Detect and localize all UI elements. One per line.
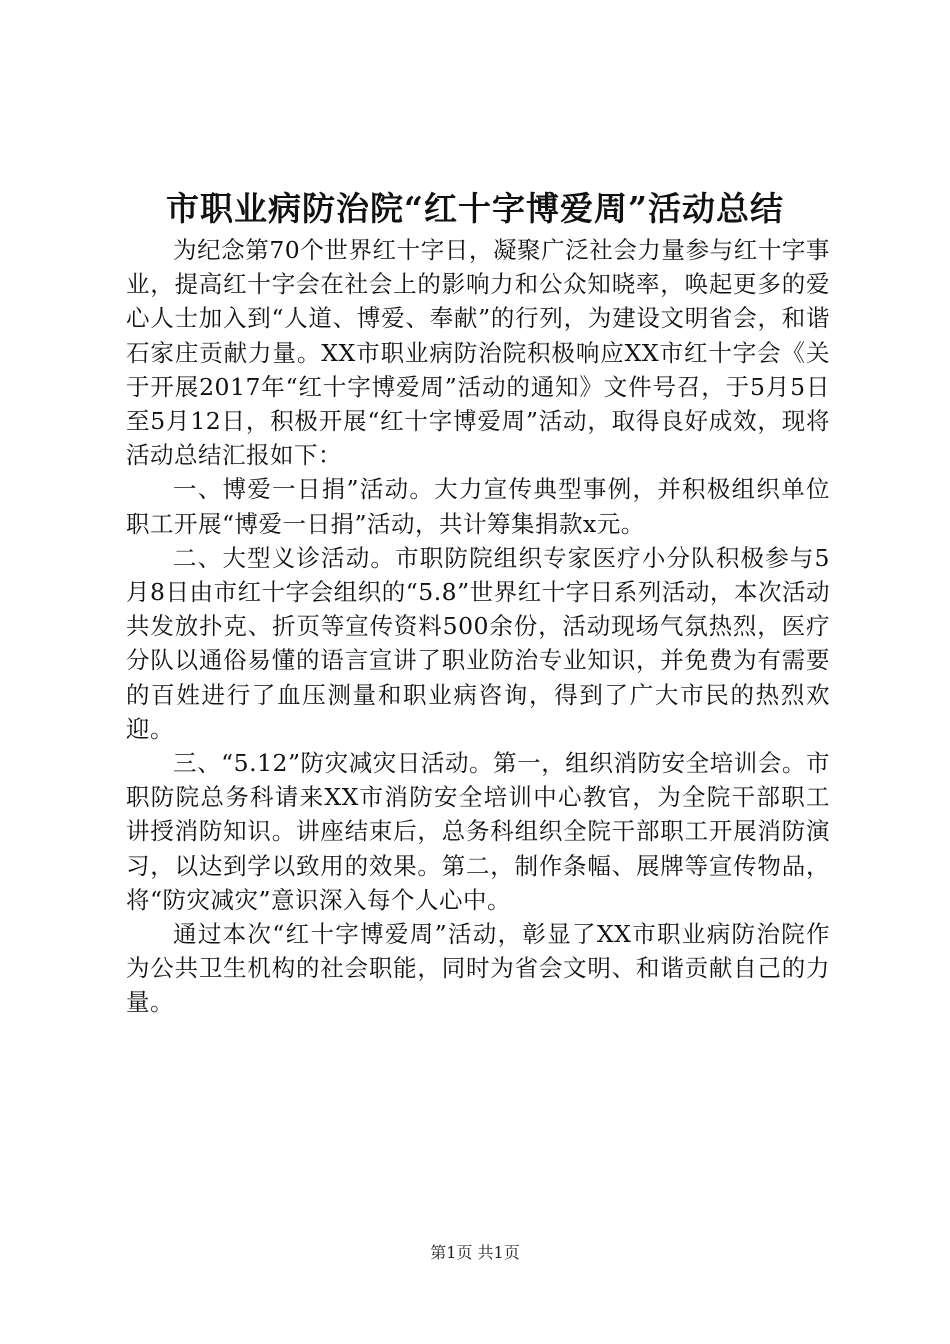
- paragraph-intro: 为纪念第70个世界红十字日，凝聚广泛社会力量参与红十字事业，提高红十字会在社会上的影响力和公众知晓率，唤起更多的爱心人士加入到“人道、博爱、奉献”的行列，为建设文明省会，和谐石家庄贡献力量。XX市职业病防治院积极响应XX市红十字会《关于开展2017年“红十字博爱周”活动的通知》文件号召，于5月5日至5月12日，积极开展“红十字博爱周”活动，取得良好成效，现将活动总结汇报如下：: [126, 236, 830, 470]
- page-footer: 第1页 共1页: [430, 1243, 520, 1262]
- paragraph-donation: 一、博爱一日捐”活动。大力宣传典型事例，并积极组织单位职工开展“博爱一日捐”活动，共计筹集捐款x元。: [126, 475, 830, 538]
- document-body: [126, 233, 830, 1020]
- paragraph-free-clinic: 二、大型义诊活动。市职防院组织专家医疗小分队积极参与5月8日由市红十字会组织的“5.8”世界红十字日系列活动，本次活动共发放扑克、折页等宣传资料500余份，活动现场气氛热烈，医疗分队以通俗易懂的语言宣讲了职业防治专业知识，并免费为有需要的百姓进行了血压测量和职业病咨询，得到了广大市民的热烈欢迎。: [126, 543, 830, 743]
- paragraph-conclusion: 通过本次“红十字博爱周”活动，彰显了XX市职业病防治院作为公共卫生机构的社会职能，同时为省会文明、和谐贡献自己的力量。: [126, 920, 830, 1017]
- document-title: 市职业病防治院“红十字博爱周”活动总结: [166, 189, 784, 228]
- paragraph-disaster-prevention: 三、“5.12”防灾减灾日活动。第一，组织消防安全培训会。市职防院总务科请来XX市消防安全培训中心教官，为全院干部职工讲授消防知识。讲座结束后，总务科组织全院干部职工开展消防演习，以达到学以致用的效果。第二，制作条幅、展牌等宣传物品，将“防灾减灾”意识深入每个人心中。: [126, 749, 830, 914]
